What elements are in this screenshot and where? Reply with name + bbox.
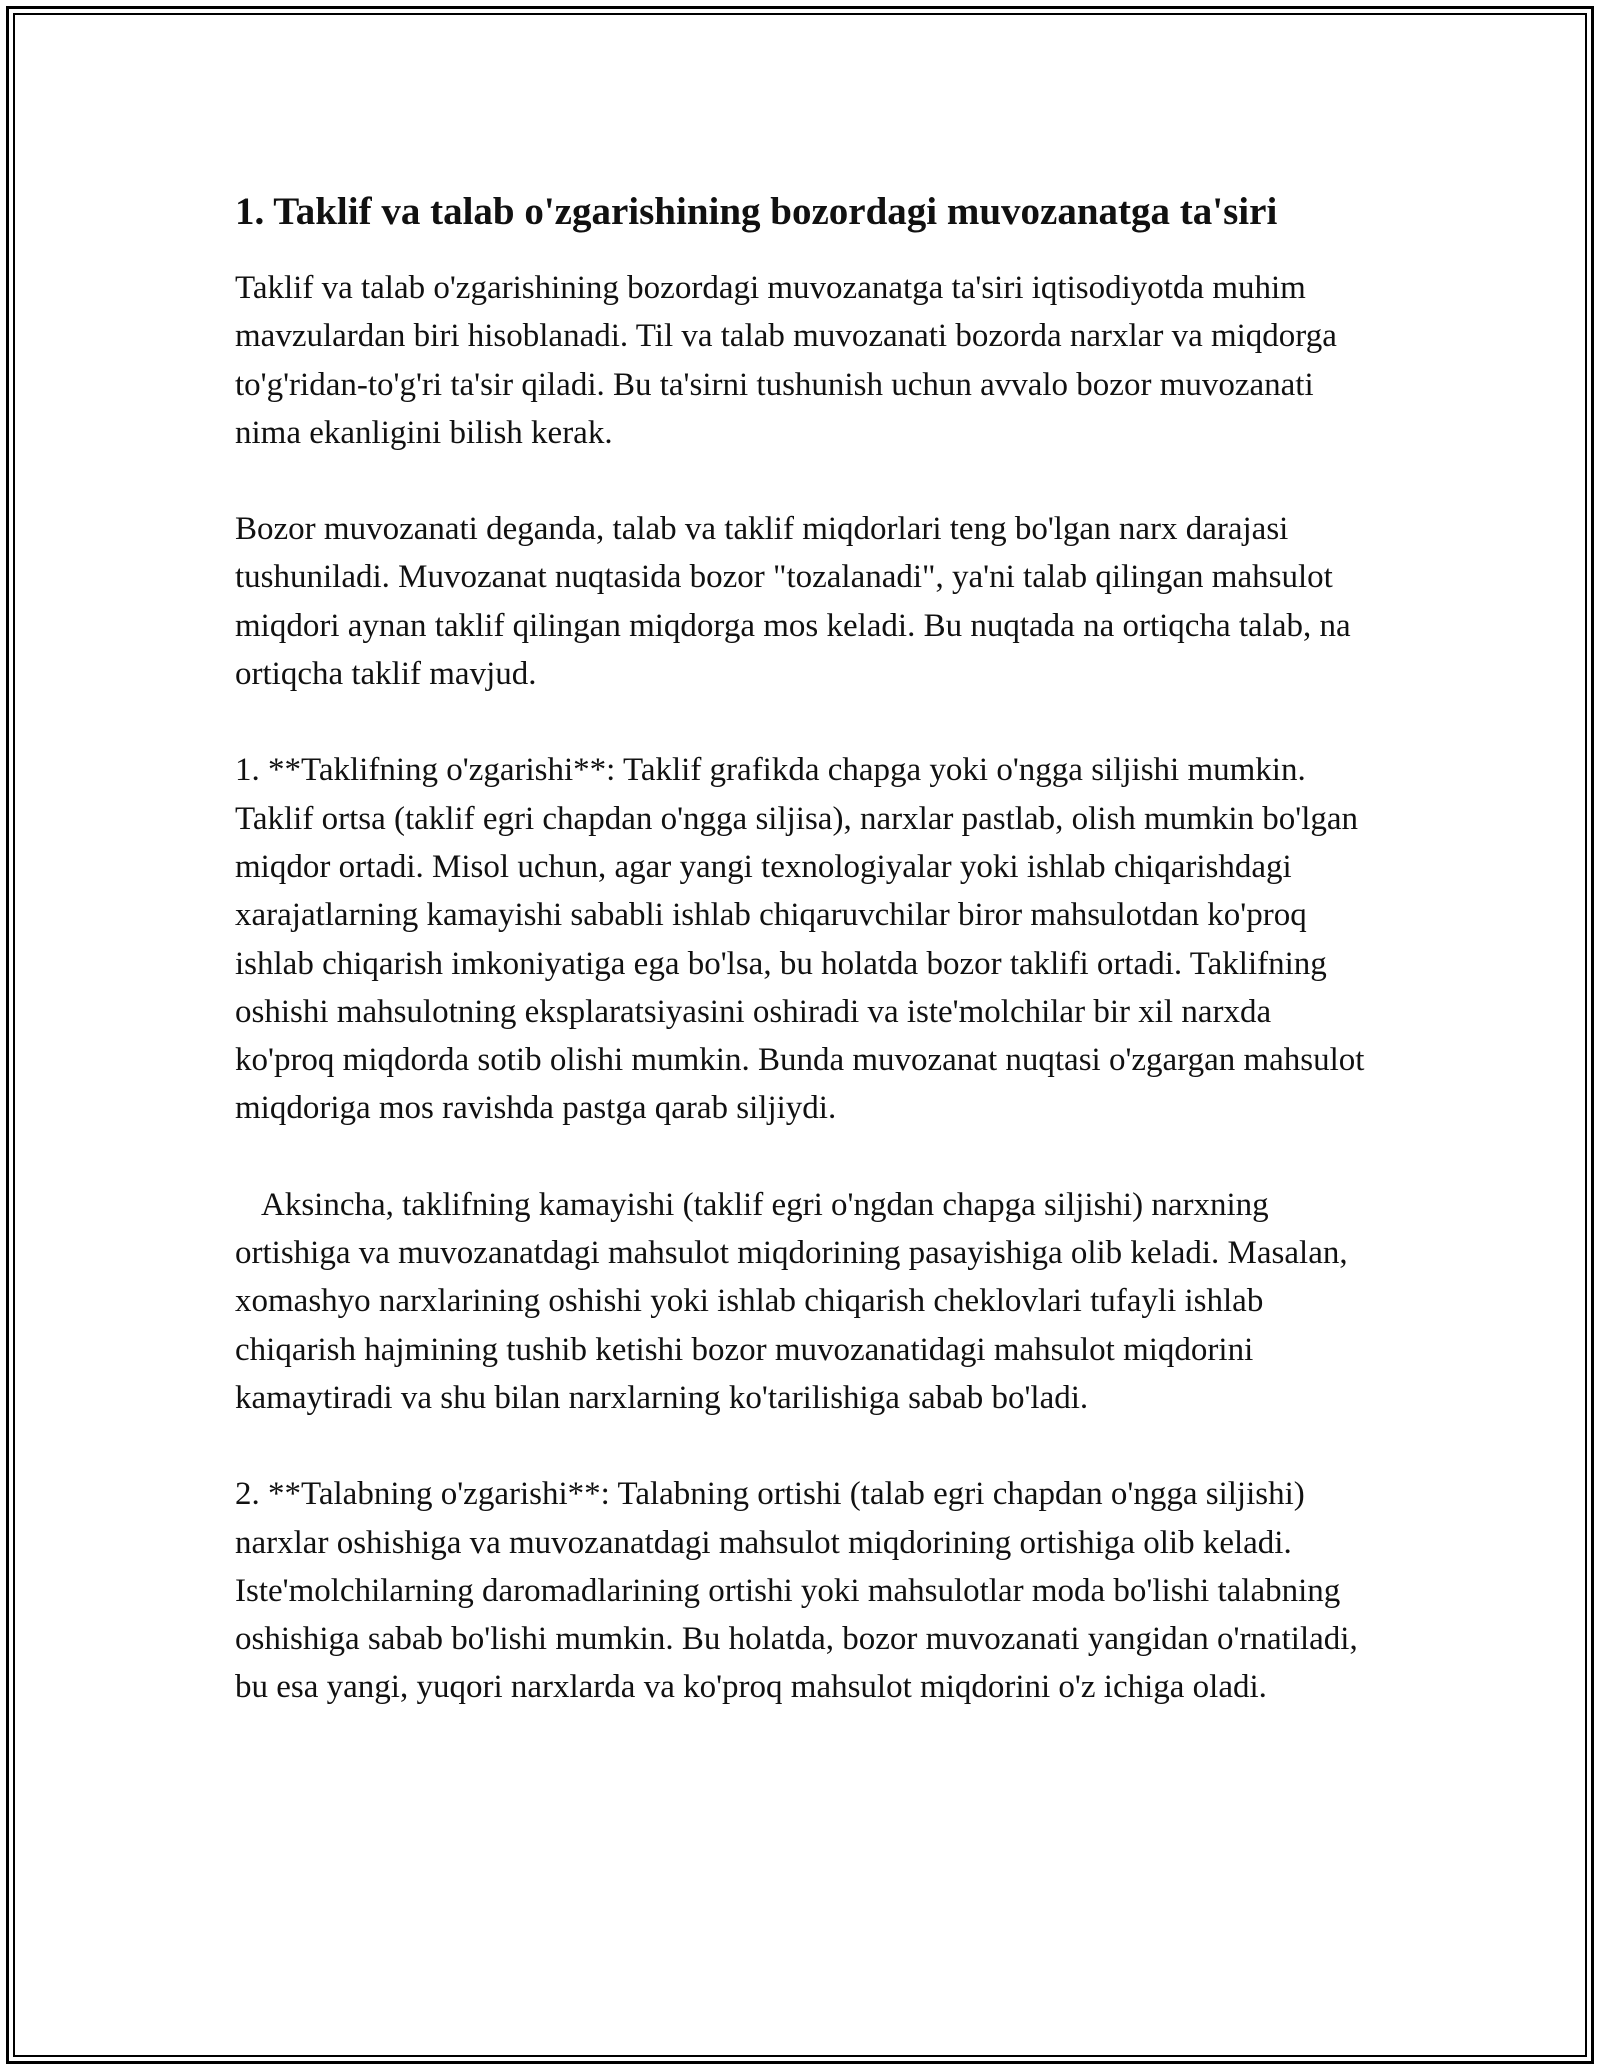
document-body xyxy=(235,186,1375,1760)
paragraph-supply-change: 1. **Taklifning o'zgarishi**: Taklif grafikda chapga yoki o'ngga siljishi mumkin. Taklif ortsa (taklif egri chapdan o'ngga siljisa), narxlar pastlab, olish mumkin bo'lgan miqdor ortadi. Misol uchun, agar yangi texnologiyalar yoki ishlab chiqarishdagi xarajatlarning kamayishi sababli ishlab chiqaruvchilar biror mahsulotdan ko'proq ishlab chiqarish imkoniyatiga ega bo'lsa, bu holatda bozor taklifi ortadi. Taklifning oshishi mahsulotning eksplaratsiyasini oshiradi va iste'molchilar bir xil narxda ko'proq miqdorda sotib olishi mumkin. Bunda muvozanat nuqtasi o'zgargan mahsulot miqdoriga mos ravishda pastga qarab siljiydi. xyxy=(235,752,1365,1127)
paragraph-supply-decrease: Aksincha, taklifning kamayishi (taklif egri o'ngdan chapga siljishi) narxning ortishiga va muvozanatdagi mahsulot miqdorining pasayishiga olib keladi. Masalan, xomashyo narxlarining oshishi yoki ishlab chiqarish cheklovlari tufayli ishlab chiqarish hajmining tushib ketishi bozor muvozanatidagi mahsulot miqdorini kamaytiradi va shu bilan narxlarning ko'tarilishiga sabab bo'ladi. xyxy=(235,1186,1348,1416)
document-title: 1. Taklif va talab o'zgarishining bozordagi muvozanatga ta'siri xyxy=(235,190,1278,233)
paragraph-intro: Taklif va talab o'zgarishining bozordagi muvozanatga ta'siri iqtisodiyotda muhim mavzulardan biri hisoblanadi. Til va talab muvozanati bozorda narxlar va miqdorga to'g'ridan-to'g'ri ta'sir qiladi. Bu ta'sirni tushunish uchun avvalo bozor muvozanati nima ekanligini bilish kerak. xyxy=(235,270,1337,451)
paragraph-equilibrium-definition: Bozor muvozanati deganda, talab va taklif miqdorlari teng bo'lgan narx darajasi tushuniladi. Muvozanat nuqtasida bozor "tozalanadi", ya'ni talab qilingan mahsulot miqdori aynan taklif qilingan miqdorga mos keladi. Bu nuqtada na ortiqcha talab, na ortiqcha taklif mavjud. xyxy=(235,511,1351,693)
paragraph-demand-change: 2. **Talabning o'zgarishi**: Talabning ortishi (talab egri chapdan o'ngga siljishi) narxlar oshishiga va muvozanatdagi mahsulot miqdorining ortishiga olib keladi. Iste'molchilarning daromadlarining ortishi yoki mahsulotlar moda bo'lishi talabning oshishiga sabab bo'lishi mumkin. Bu holatda, bozor muvozanati yangidan o'rnatiladi, bu esa yangi, yuqori narxlarda va ko'proq mahsulot miqdorini o'z ichiga oladi. xyxy=(235,1476,1358,1706)
